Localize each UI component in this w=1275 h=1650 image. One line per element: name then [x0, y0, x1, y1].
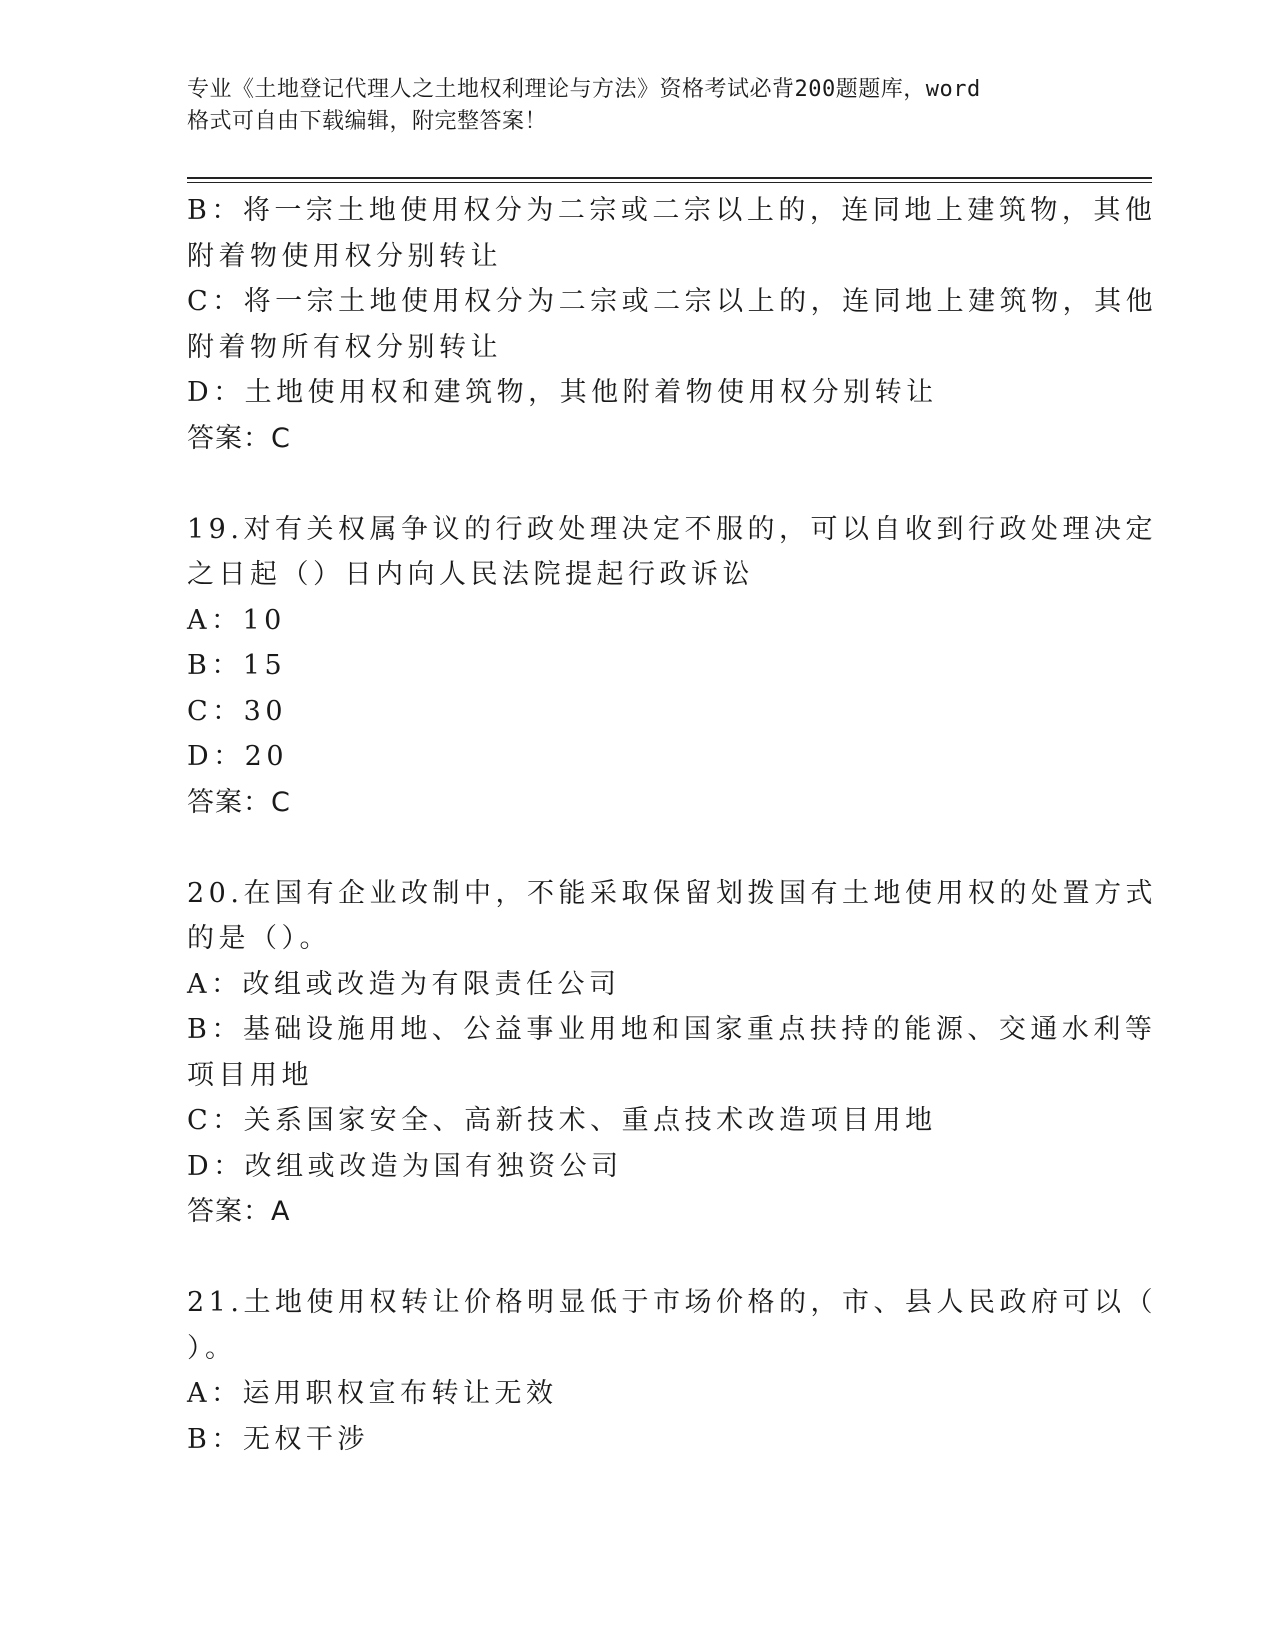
question-18-continued — [187, 188, 1158, 461]
option-a: A：10 — [187, 604, 286, 636]
option-b-line-2: 附着物使用权分别转让 — [187, 240, 502, 272]
answer: 答案：A — [187, 1196, 291, 1227]
question-20 — [187, 871, 1157, 1235]
header-title-line-2: 格式可自由下载编辑，附完整答案！ — [187, 109, 548, 134]
option-c-line-2: 附着物所有权分别转让 — [187, 331, 502, 363]
option-a: A：改组或改造为有限责任公司 — [187, 968, 621, 1000]
question-stem-line-1: 19.对有关权属争议的行政处理决定不服的，可以自收到行政处理决定 — [187, 513, 1157, 545]
spacer — [187, 825, 1087, 871]
option-c-line-1: C：将一宗土地使用权分为二宗或二宗以上的，连同地上建筑物，其他 — [187, 286, 1158, 317]
spacer — [187, 1235, 1087, 1281]
question-stem-line-1: 20.在国有企业改制中，不能采取保留划拨国有土地使用权的处置方式 — [187, 877, 1157, 909]
option-c: C：关系国家安全、高新技术、重点技术改造项目用地 — [187, 1105, 937, 1136]
question-stem-line-2: 的是（）。 — [187, 923, 331, 954]
question-content — [187, 188, 1158, 1462]
answer: 答案：C — [187, 422, 291, 454]
spacer — [187, 461, 1087, 507]
header-divider-thick — [187, 177, 1152, 179]
option-b-line-1: B：基础设施用地、公益事业用地和国家重点扶持的能源、交通水利等 — [187, 1014, 1157, 1045]
option-b: B：15 — [187, 650, 287, 681]
question-stem-line-2: ）。 — [187, 1332, 237, 1364]
header-title-line-1: 专业《土地登记代理人之土地权利理论与方法》资格考试必背200题题库，word — [187, 77, 981, 102]
question-stem-line-2: 之日起（）日内向人民法院提起行政诉讼 — [187, 559, 754, 590]
option-b: B：无权干涉 — [187, 1423, 369, 1455]
option-b-line-1: B：将一宗土地使用权分为二宗或二宗以上的，连同地上建筑物，其他 — [187, 195, 1157, 226]
header-divider-thin — [187, 182, 1152, 183]
document-header — [187, 74, 1067, 138]
option-d: D：改组或改造为国有独资公司 — [187, 1150, 623, 1182]
option-d: D：20 — [187, 741, 289, 772]
option-b-line-2: 项目用地 — [187, 1059, 313, 1091]
question-21 — [187, 1280, 1157, 1462]
option-d: D：土地使用权和建筑物，其他附着物使用权分别转让 — [187, 377, 938, 408]
question-stem-line-1: 21.土地使用权转让价格明显低于市场价格的，市、县人民政府可以（ — [187, 1287, 1157, 1318]
option-a: A：运用职权宣布转让无效 — [187, 1378, 558, 1409]
question-19 — [187, 507, 1157, 826]
option-c: C：30 — [187, 695, 288, 727]
answer: 答案：C — [187, 786, 291, 818]
